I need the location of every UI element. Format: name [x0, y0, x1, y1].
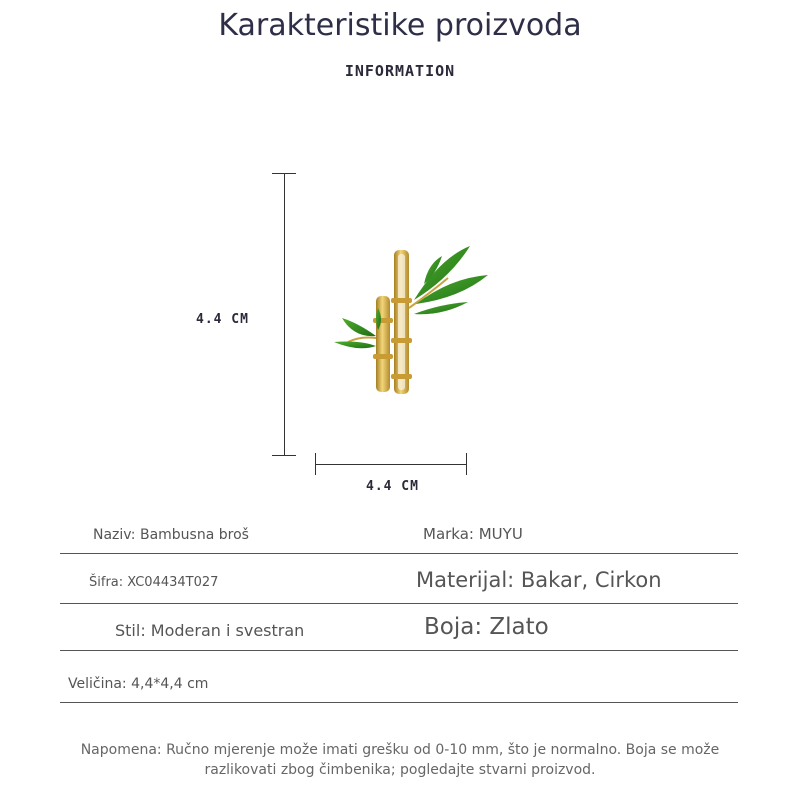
height-dimension-cap-bottom [272, 455, 296, 456]
spec-name: Naziv: Bambusna broš [93, 527, 249, 543]
spec-color: Boja: Zlato [424, 614, 549, 640]
spec-code: Šifra: XC04434T027 [89, 575, 219, 590]
spec-size: Veličina: 4,4*4,4 cm [68, 676, 209, 692]
bamboo-brooch-icon [330, 238, 495, 398]
table-row-divider [60, 553, 738, 554]
width-dimension-cap-right [466, 453, 467, 475]
note-line-1: Napomena: Ručno mjerenje može imati grešku od 0-10 mm, što je normalno. Boja se može [80, 742, 720, 758]
product-image [330, 238, 495, 398]
spec-material: Materijal: Bakar, Cirkon [416, 568, 662, 592]
page-subtitle: INFORMATION [344, 62, 456, 80]
measurement-note [0, 740, 800, 780]
height-dimension-cap-top [272, 173, 296, 174]
width-dimension-cap-left [315, 453, 316, 475]
spec-style: Stil: Moderan i svestran [115, 621, 305, 640]
height-dimension-line [284, 173, 285, 456]
table-row-divider [60, 603, 738, 604]
width-dimension-line [315, 464, 467, 465]
note-line-2: razlikovati zbog čimbenika; pogledajte stvarni proizvod. [204, 762, 596, 778]
height-dimension-label: 4.4 CM [196, 312, 249, 327]
spec-brand: Marka: MUYU [423, 525, 523, 543]
page-title: Karakteristike proizvoda [218, 8, 582, 43]
table-row-divider [60, 650, 738, 651]
table-row-divider [60, 702, 738, 703]
width-dimension-label: 4.4 CM [366, 479, 419, 494]
